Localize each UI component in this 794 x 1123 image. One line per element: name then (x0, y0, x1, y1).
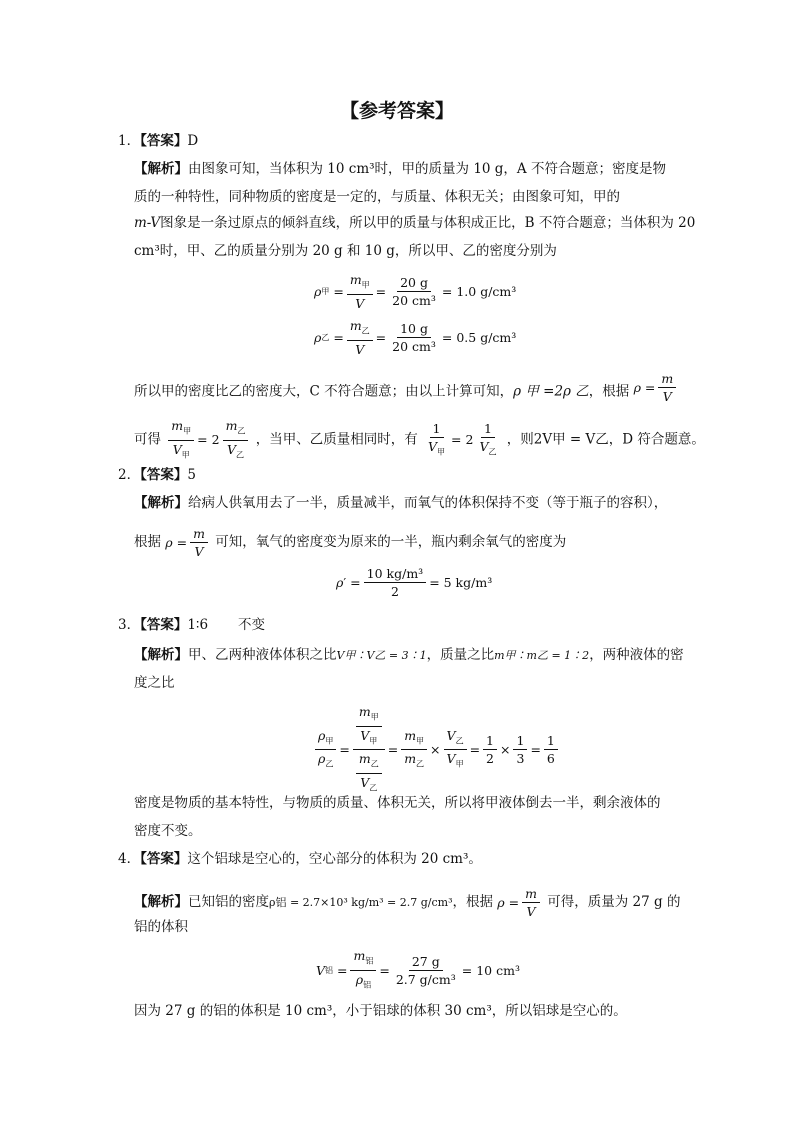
q1-analysis-line-2: 质的一种特性，同种物质的密度是一定的，与质量、体积无关；由图象可知，甲的 (134, 189, 620, 205)
q4-analysis-line-2: 铝的体积 (134, 919, 188, 935)
q2-analysis-line-1: 【解析】给病人供氧用去了一半，质量减半，而氧气的体积保持不变（等于瓶子的容积）， (134, 495, 668, 511)
q4-analysis-line-1: 【解析】已知铝的密度ρ铝 = 2.7×10³ kg/m³ = 2.7 g/cm³，根据 ρ = $\frac{m}{V}$ 可得，质量为 27 g 的 (134, 886, 681, 919)
q1-analysis-line-4: cm³时，甲、乙的质量分别为 20 g 和 10 g，所以甲、乙的密度分别为 (134, 243, 557, 259)
q1-equation-rho-jia: ρ 甲 = $\frac{m_甲}{V}$ = $\frac{20 g}{\text{20 cm³}}$ = 1.0 g/cm³ (314, 272, 517, 311)
q3-analysis-line-1: 【解析】甲、乙两种液体体积之比V甲∶V乙 = 3∶1，质量之比m甲∶m乙 = 1∶2，两种液体的密 (134, 647, 684, 663)
q4-answer-line: 4．【答案】这个铝球是空心的，空心部分的体积为 20 cm³。 (118, 851, 482, 867)
q1-answer-line: 1．【答案】D (118, 133, 199, 149)
q2-answer-line: 2．【答案】5 (118, 467, 196, 483)
page-title: 【参考答案】 (339, 100, 454, 122)
q1-analysis-line-3: m-V图象是一条过原点的倾斜直线，所以甲的质量与体积成正比，B 不符合题意；当体积为 20 (134, 215, 696, 231)
q1-analysis-line-1: 【解析】由图象可知，当体积为 10 cm³时，甲的质量为 10 g，A 不符合题意；密度是物 (134, 161, 666, 177)
q3-equation: $\frac{\rho_甲}{\rho_乙}$ = $\frac{\frac{m_甲}{V_甲}}{\frac{m_乙}{V_乙}}$ = $\frac{m_甲}{m_乙}$ × $\frac{V_乙}{V_甲}$ = $\frac{1}{2}$ × $\frac{1}{3}$ = $\frac{1}{6}$ (312, 704, 561, 795)
q4-analysis-line-3: 因为 27 g 的铝的体积是 10 cm³，小于铝球的体积 30 cm³，所以铝球是空心的。 (134, 1003, 627, 1019)
q1-equation-rho-yi: ρ 乙 = $\frac{m_乙}{V}$ = $\frac{10 g}{\text{20 cm³}}$ = 0.5 g/cm³ (314, 318, 517, 357)
q1-analysis-line-5: 所以甲的密度比乙的密度大，C 不符合题意；由以上计算可知，ρ 甲 =2ρ 乙，根据 ρ = $\frac{m}{V}$ (134, 375, 679, 408)
q1-analysis-line-6: 可得 $\frac{m_甲}{V_甲}$ = 2 $\frac{m_乙}{V_乙}$ ，当甲、乙质量相同时，有 $\frac{1}{V_甲}$ = 2 $\frac{1}{V_乙}$ ，则2V甲 = V乙，D 符合题意。 (134, 418, 705, 459)
q3-answer-line: 3．【答案】1∶6 不变 (118, 617, 266, 633)
q3-analysis-line-2: 度之比 (134, 675, 175, 691)
q3-analysis-line-3: 密度是物质的基本特性，与物质的质量、体积无关，所以将甲液体倒去一半，剩余液体的 (134, 795, 661, 811)
q4-equation: V 铝 = $\frac{m_铝}{\rho_铝}$ = $\frac{27 g}{\text{2.7 g/cm³}}$ = 10 cm³ (316, 948, 520, 989)
q2-equation: ρ ′ = $\frac{\text{10 kg/m³}}{2}$ = 5 kg/m³ (336, 566, 493, 599)
q2-analysis-line-2: 根据 ρ = $\frac{m}{V}$ 可知，氧气的密度变为原来的一半，瓶内剩余氧气的密度为 (134, 526, 567, 559)
q3-analysis-line-4: 密度不变。 (134, 823, 202, 839)
